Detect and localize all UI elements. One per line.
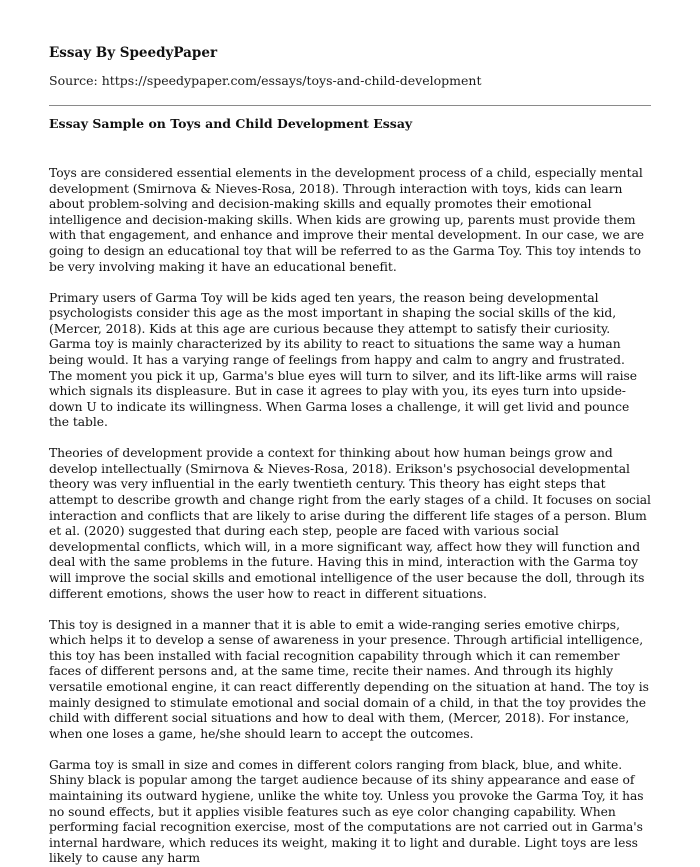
essay-paragraph-2: Primary users of Garma Toy will be kids aged ten years, the reason being developmental psychologists consider this age as the most important in shaping the social skills of the kid, (Mercer, 2018). Kids at this age are curious because they attempt to satisfy their curiosity. Garma toy is mainly characterized by its ability to react to situations the same way a human being would. It has a varying range of feelings from happy and calm to angry and frustrated. The moment you pick it up, Garma's blue eyes will turn to silver, and its lift-like arms will raise which signals its displeasure. But in case it agrees to play with you, its eyes turn into upside-down U to indicate its willingness. When Garma loses a challenge, it will get livid and pounce the table.	[49, 290, 638, 430]
essay-paragraph-5: Garma toy is small in size and comes in different colors ranging from black, blue, and white. Shiny black is popular among the target audience because of its shiny appearance and ease of maintaining its outward hygiene, unlike the white toy. Unless you provoke the Garma Toy, it has no sound effects, but it applies visible features such as eye color changing capability. When performing facial recognition exercise, most of the computations are not carried out in Garma's internal hardware, which reduces its weight, making it to light and durable. Light toys are less likely to cause any harm	[49, 757, 644, 866]
essay-body	[49, 166, 651, 867]
brand-title: Essay By SpeedyPaper	[49, 45, 218, 61]
source-line: Source: https://speedypaper.com/essays/toys-and-child-development	[49, 73, 482, 88]
essay-title: Essay Sample on Toys and Child Development Essay	[49, 116, 413, 131]
essay-paragraph-3: Theories of development provide a context for thinking about how human beings grow and develop intellectually (Smirnova & Nieves-Rosa, 2018). Erikson's psychosocial developmental theory was very influential in the early twentieth century. This theory has eight steps that attempt to describe growth and change right from the early stages of a child. It focuses on social interaction and conflicts that are likely to arise during the different life stages of a person. Blum et al. (2020) suggested that during each step, people are faced with various social developmental conflicts, which will, in a more significant way, affect how they will function and deal with the same problems in the future. Having this in mind, interaction with the Garma toy will improve the social skills and emotional intelligence of the user because the doll, through its different emotions, shows the user how to react in different situations.	[49, 446, 651, 601]
header-divider	[49, 105, 651, 106]
essay-paragraph-1: Toys are considered essential elements in the development process of a child, especially mental development (Smirnova & Nieves-Rosa, 2018). Through interaction with toys, kids can learn about problem-solving and decision-making skills and equally promotes their emotional intelligence and decision-making skills. When kids are growing up, parents must provide them with that engagement, and enhance and improve their mental development. In our case, we are going to design an educational toy that will be referred to as the Garma Toy. This toy intends to be very involving making it have an educational benefit.	[49, 166, 644, 274]
essay-paragraph-4: This toy is designed in a manner that it is able to emit a wide-ranging series emotive chirps, which helps it to develop a sense of awareness in your presence. Through artificial intelligence, this toy has been installed with facial recognition capability through which it can remember faces of different persons and, at the same time, recite their names. And through its highly versatile emotional engine, it can react differently depending on the situation at hand. The toy is mainly designed to stimulate emotional and social domain of a child, in that the toy provides the child with different social situations and how to deal with them, (Mercer, 2018). For instance, when one loses a game, he/she should learn to accept the outcomes.	[49, 617, 649, 741]
